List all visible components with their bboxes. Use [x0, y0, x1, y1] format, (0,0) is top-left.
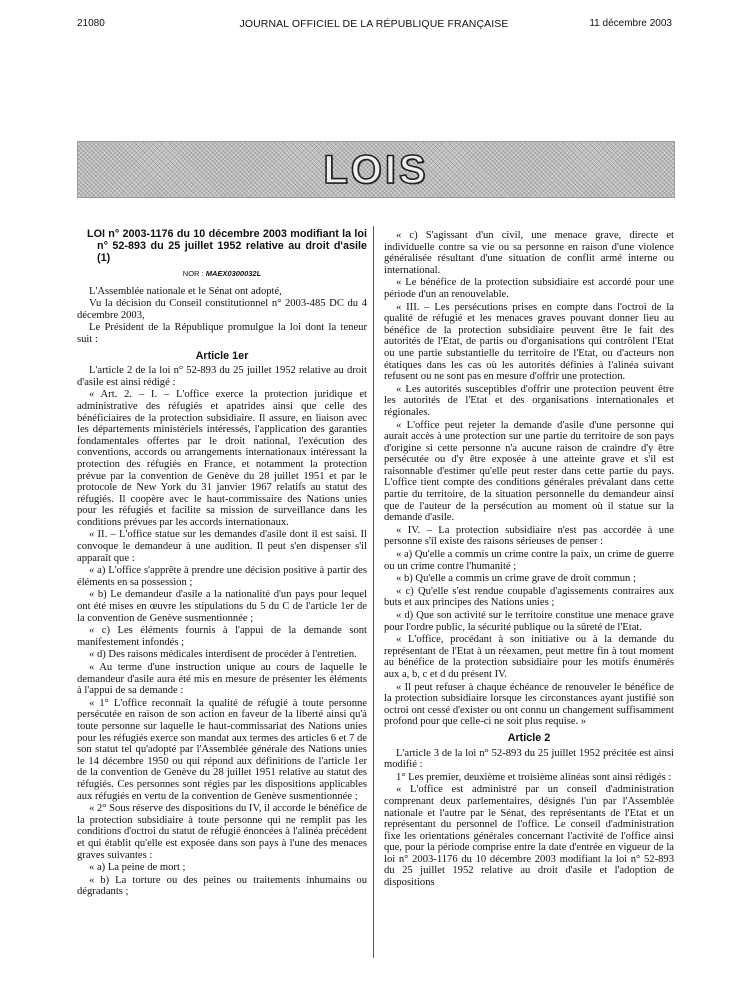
section-banner	[77, 141, 675, 198]
paragraph: « Le bénéfice de la protection subsidiaire est accordé pour une période d'un an renouvelable.	[384, 277, 674, 300]
paragraph: « IV. – La protection subsidiaire n'est pas accordée à une personne s'il existe des raisons sérieuses de penser :	[384, 524, 674, 548]
right-column	[384, 228, 674, 890]
paragraph: « c) S'agissant d'un civil, une menace grave, directe et individuelle contre sa vie ou sa personne en raison d'une violence généralisée résultant d'une situation de conflit armé interne ou international.	[384, 230, 674, 276]
paragraph: « Il peut refuser à chaque échéance de renouveler le bénéfice de la protection subsidiaire lorsque les circonstances ayant justifié son octroi ont cessé d'exister ou ont connu un changement suffisamment profond pour que celle-ci ne soit plus requise. »	[384, 681, 674, 728]
paragraph: « Les autorités susceptibles d'offrir une protection peuvent être les autorités de l'Etat et des organisations internationales et régionales.	[384, 383, 674, 418]
paragraph: « d) Que son activité sur le territoire constitue une menace grave pour l'ordre public, la sécurité publique ou la sûreté de l'Etat.	[384, 610, 674, 633]
article-1-heading: Article 1er	[195, 349, 249, 362]
paragraph: « Au terme d'une instruction unique au cours de laquelle le demandeur d'asile aura été mis en mesure de présenter les éléments à l'appui de sa demande :	[77, 662, 367, 697]
nor-value: MAEX0300032L	[205, 269, 262, 278]
journal-title: JOURNAL OFFICIEL DE LA RÉPUBLIQUE FRANÇAISE	[239, 18, 509, 30]
page-number: 21080	[77, 18, 105, 29]
paragraph: « a) Qu'elle a commis un crime contre la paix, un crime de guerre ou un crime contre l'humanité ;	[384, 549, 674, 572]
nor-reference	[77, 268, 367, 280]
paragraph: « b) La torture ou des peines ou traitements inhumains ou dégradants ;	[77, 874, 367, 898]
paragraph: « d) Des raisons médicales interdisent de procéder à l'entretien.	[89, 649, 357, 661]
paragraph: 1° Les premier, deuxième et troisième alinéas sont ainsi rédigés :	[396, 771, 672, 783]
paragraph: L'article 3 de la loi n° 52-893 du 25 juillet 1952 précitée est ainsi modifié :	[384, 747, 674, 771]
paragraph: « L'office, procédant à son initiative ou à la demande du représentant de l'Etat à un réexamen, peut mettre fin à tout moment au bénéfice de la protection subsidiaire pour les motifs énumérés aux a, b, c et d du présent IV.	[384, 634, 674, 680]
paragraph: « Art. 2. – I. – L'office exerce la protection juridique et administrative des réfugiés et apatrides ainsi que celle des bénéficiaires de la protection subsidiaire. Il assure, en liaison avec les départements ministériels intéressés, l'application des garanties fondamentales offertes par le droit national, l'exécution des conventions, accords ou arrangements internationaux intéressant la protection des réfugiés en France, et notamment la protection prévue par la convention de Genève du 28 juillet 1951 et par le protocole de New York du 31 janvier 1967 relatifs au statut des réfugiés. Il coopère avec le haut-commissaire des Nations unies pour les réfugiés et facilite sa mission de surveillance dans les conditions prévues par les accords internationaux.	[77, 389, 367, 528]
page-header	[0, 8, 748, 42]
intro-paragraph: Vu la décision du Conseil constitutionnel n° 2003-485 DC du 4 décembre 2003,	[77, 298, 367, 321]
intro-paragraph: L'Assemblée nationale et le Sénat ont adopté,	[89, 285, 282, 297]
left-column	[77, 228, 367, 899]
paragraph: « b) Qu'elle a commis un crime grave de droit commun ;	[396, 573, 636, 585]
law-title: LOI n° 2003-1176 du 10 décembre 2003 modifiant la loi n° 52-893 du 25 juillet 1952 relative au droit d'asile (1)	[87, 228, 367, 264]
paragraph: « b) Le demandeur d'asile a la nationalité d'un pays pour lequel ont été mises en œuvre les stipulations du 5 du C de l'article 1er de la convention de Genève susmentionnée ;	[77, 589, 367, 624]
column-divider	[373, 226, 374, 958]
paragraph: « II. – L'office statue sur les demandes d'asile dont il est saisi. Il convoque le demandeur à une audition. Il peut s'en dispenser s'il apparaît que :	[77, 529, 367, 564]
paragraph: « c) Qu'elle s'est rendue coupable d'agissements contraires aux buts et aux principes des Nations unies ;	[384, 585, 674, 609]
section-title: LOIS	[323, 148, 429, 192]
paragraph: « L'office est administré par un conseil d'administration comprenant deux parlementaires, désignés l'un par l'Assemblée nationale et l'autre par le Sénat, des représentants de l'Etat et un représentant du personnel de l'office. Le conseil d'administration fixe les orientations générales concernant l'activité de l'office ainsi que, pour la période comprise entre la date d'entrée en vigueur de la loi n° 2003-1176 du 10 décembre 2003 modifiant la loi n° 52-893 du 25 juillet 1952 relative au droit d'asile et l'adoption de dispositions	[384, 784, 674, 889]
intro-paragraph: Le Président de la République promulgue la loi dont la teneur suit :	[77, 322, 367, 345]
paragraph: « 1° L'office reconnaît la qualité de réfugié à toute personne persécutée en raison de son action en faveur de la liberté ainsi qu'à toute personne sur laquelle le haut-commissariat des Nations unies pour les réfugiés exerce son mandat aux termes des articles 6 et 7 de son statut tel qu'adopté par l'Assemblée générale des Nations unies le 14 décembre 1950 ou qui répond aux définitions de l'article 1er de la convention de Genève du 28 juillet 1951 relative au statut des réfugiés. Ces personnes sont régies par les dispositions applicables aux réfugiés en vertu de la convention de Genève susmentionnée ;	[77, 697, 367, 802]
article-2-heading: Article 2	[507, 731, 551, 744]
paragraph: « a) La peine de mort ;	[89, 862, 186, 874]
paragraph: « III. – Les persécutions prises en compte dans l'octroi de la qualité de réfugié et les menaces graves pouvant donner lieu au bénéfice de la protection subsidiaire peuvent être le fait des autorités de l'Etat, de partis ou d'organisations qui contrôlent l'Etat ou une partie substantielle du territoire de l'Etat, ou d'acteurs non étatiques dans les cas où les autorités définies à l'alinéa suivant refusent ou ne sont pas en mesure d'offrir une protection.	[384, 301, 674, 383]
paragraph: « 2° Sous réserve des dispositions du IV, il accorde le bénéfice de la protection subsidiaire à toute personne qui ne remplit pas les conditions d'octroi du statut de réfugié énoncées à l'alinéa précédent et qui établit qu'elle est exposée dans son pays à l'une des menaces graves suivantes :	[77, 803, 367, 861]
nor-label: NOR :	[182, 269, 204, 278]
paragraph: L'article 2 de la loi n° 52-893 du 25 juillet 1952 relative au droit d'asile est ainsi rédigé :	[77, 365, 367, 388]
paragraph: « c) Les éléments fournis à l'appui de la demande sont manifestement infondés ;	[77, 625, 367, 648]
issue-date: 11 décembre 2003	[589, 18, 672, 29]
paragraph: « L'office peut rejeter la demande d'asile d'une personne qui aurait accès à une protection sur une partie du territoire de son pays d'origine si cette personne n'a aucune raison de craindre d'y être persécutée ou d'y être exposée à une atteinte grave et s'il est raisonnable d'estimer qu'elle peut rester dans cette partie du pays. L'office tient compte des conditions générales prévalant dans cette partie du territoire, de la situation personnelle du demandeur ainsi que de l'auteur de la persécution au moment où il statue sur la demande d'asile.	[384, 419, 674, 524]
paragraph: « a) L'office s'apprête à prendre une décision positive à partir des éléments en sa possession ;	[77, 565, 367, 588]
